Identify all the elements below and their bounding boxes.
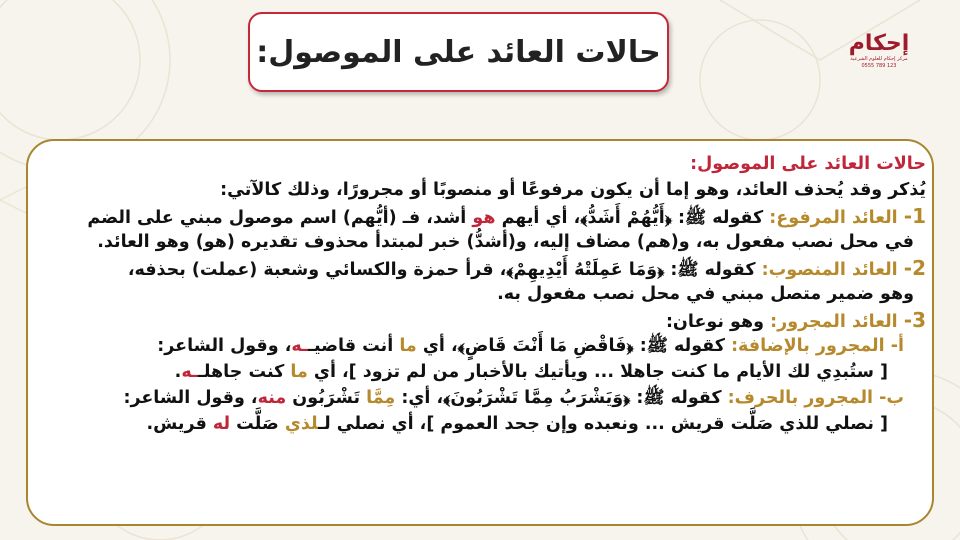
- section-2-line-2: وهو ضمير متصل مبني في محل نصب مفعول به.: [497, 284, 914, 304]
- logo-phone: 0555 789 123: [861, 63, 897, 69]
- section-3a-verse: [ ستُبدِي لك الأيام ما كنت جاهلا ... ويأتيك بالأخبار من لم تزود ]، أي ما كنت جاهلــه.: [174, 362, 888, 382]
- brand-logo: [846, 32, 912, 90]
- logo-subtitle: مركز إحكام للعلوم الشرعية: [850, 56, 908, 62]
- content-text: [46, 151, 926, 437]
- section-3b-label: ب- المجرور بالحرف:: [727, 388, 904, 408]
- section-1-label: العائد المرفوع:: [769, 208, 898, 228]
- section-3b-line-1: ب- المجرور بالحرف: كقوله ﷺ: ﴿وَيَشْرَبُ مِمَّا تَشْرَبُونَ﴾، أي: مِمَّا تَشْرَبُون منه، وقول الشاعر:: [123, 388, 904, 408]
- section-1-line-2: في محل نصب مفعول به، و(هم) مضاف إليه، و(أشدُّ) خبر لمبتدأ محذوف تقديره (هو) وهو العائد.: [97, 232, 914, 252]
- section-3a-line-1: أ- المجرور بالإضافة: كقوله ﷺ: ﴿فَاقْضِ مَا أَنْتَ قَاضٍ﴾، أي ما أنت قاضيــه، وقول الشاعر:: [157, 336, 904, 356]
- page-title: حالات العائد على الموصول:: [256, 34, 661, 70]
- intro-line: يُذكر وقد يُحذف العائد، وهو إما أن يكون مرفوعًا أو منصوبًا أو مجرورًا، وذلك كالآتي:: [220, 180, 926, 200]
- section-3-line: 3- العائد المجرور: وهو نوعان:: [665, 308, 926, 332]
- section-3a-label: أ- المجرور بالإضافة:: [731, 336, 904, 356]
- section-2-label: العائد المنصوب:: [761, 260, 898, 280]
- section-3b-verse: [ نصلي للذي صَلَّت قريش ... ونعبده وإن جحد العموم ]، أي نصلي لـلذي صَلَّت له قريش.: [146, 414, 888, 434]
- title-banner: [248, 12, 669, 92]
- content-heading: حالات العائد على الموصول:: [690, 154, 926, 174]
- logo-mark: إحكام: [848, 31, 910, 56]
- section-1-line-1: 1- العائد المرفوع: كقوله ﷺ: ﴿أَيُّهُمْ أَشَدُّ﴾، أي أيهم هو أشد، فـ (أيُّهم) اسم موصول مبني على الضم: [87, 204, 926, 228]
- section-3-label: العائد المجرور:: [770, 312, 898, 332]
- section-2-line-1: 2- العائد المنصوب: كقوله ﷺ: ﴿وَمَا عَمِلَتْهُ أَيْدِيهِمْ﴾، قرأ حمزة والكسائي وشعبة (عملت) بحذفه،: [127, 256, 926, 280]
